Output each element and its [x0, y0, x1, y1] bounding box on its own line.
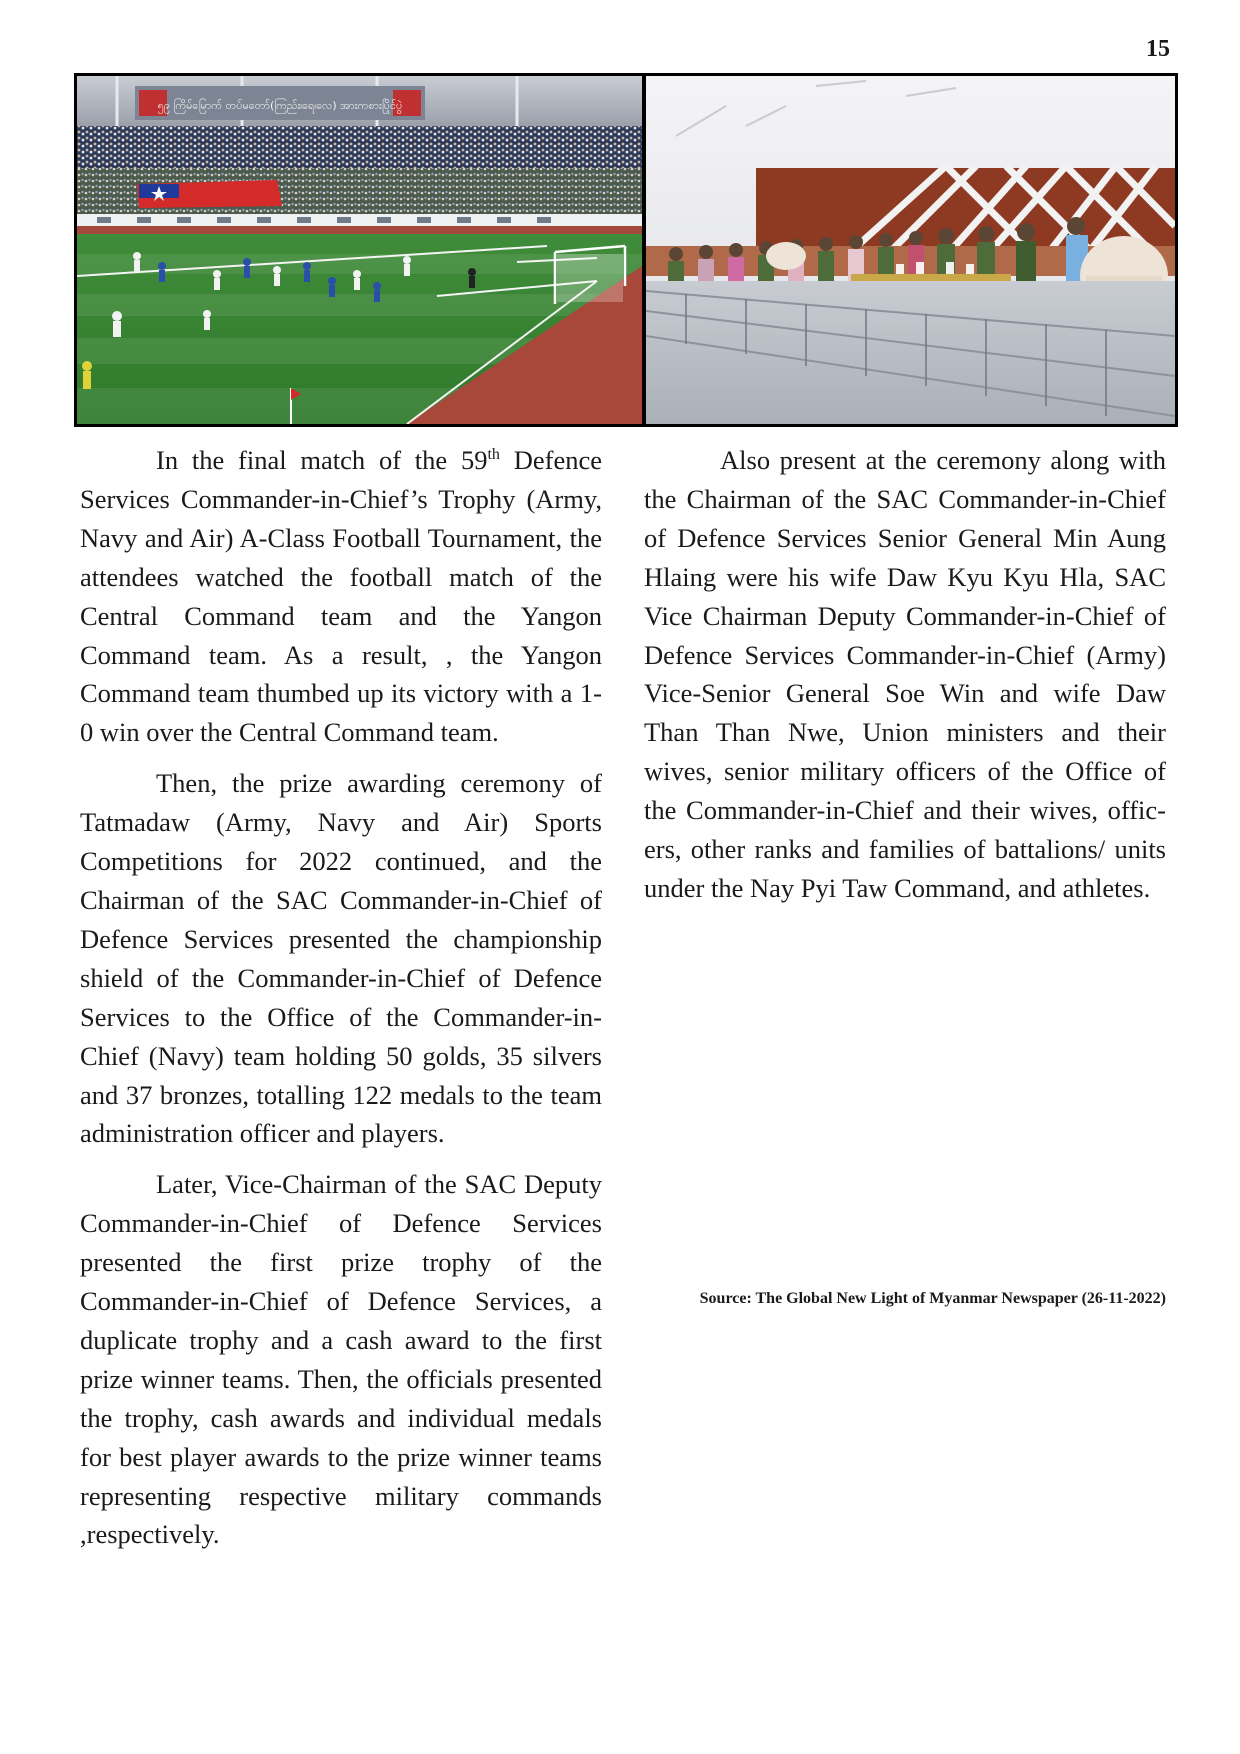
source-credit: Source: The Global New Light of Myanmar Newspaper (26-11-2022): [699, 1290, 1166, 1307]
article-paragraph-3: Later, Vice-Chairman of the SAC Deputy Commander-in-Chief of Defence Services presented the first prize trophy of the Commander-in-Chief of Defence Services, a duplicate trophy and a cash award to the first prize winner teams. Then, the officials presented the trophy, cash awards and individual medals for best player awards to the prize winner teams representing respective military commands ,respectively.: [80, 1169, 602, 1550]
article-left-column: [80, 441, 602, 1566]
stadium-banner-text: ၅၉ ကြိမ်မြောက် တပ်မတော်(ကြည်း၊ရေ၊လေ) အားကစားပြိုင်ပွဲ: [157, 99, 403, 112]
page-number: 15: [1146, 36, 1170, 62]
football-match-photo: [77, 76, 642, 424]
article-paragraph-1: In the final match of the 59th Defence Services Commander-in-Chief’s Trophy (Army, Navy and Air) A-Class Football Tournament, the attendees watched the football match of the Central Command team and the Yangon Command team. As a result, , the Yangon Command team thumbed up its victory with a 1-0 win over the Central Command team.: [80, 445, 602, 748]
vip-stand-photo: [646, 76, 1175, 424]
article-paragraph-2: Then, the prize awarding ceremony of Tatmadaw (Army, Navy and Air) Sports Competitions for 2022 continued, and the Chairman of the SAC Commander-in-Chief of Defence Services presented the championship shield of the Commander-in-Chief of Defence Services to the Office of the Commander-in-Chief (Navy) team holding 50 golds, 35 silvers and 37 bronzes, totalling 122 medals to the team administration officer and players.: [80, 768, 602, 1149]
photo-strip: [74, 73, 1178, 427]
article-paragraph-4: Also present at the ceremony along with the Chairman of the SAC Commander-in-Chief of Defence Services Senior General Min Aung Hlaing were his wife Daw Kyu Kyu Hla, SAC Vice Chairman Deputy Commander-in-Chief of Defence Services Commander-in-Chief (Army) Vice-Senior General Soe Win and wife Daw Than Than Nwe, Union ministers and their wives, senior military officers of the Office of the Commander-in-Chief and their wives, officers, other ranks and families of battalions/ units under the Nay Pyi Taw Command, and athletes.: [644, 445, 1166, 903]
article-right-column: [644, 441, 1166, 920]
